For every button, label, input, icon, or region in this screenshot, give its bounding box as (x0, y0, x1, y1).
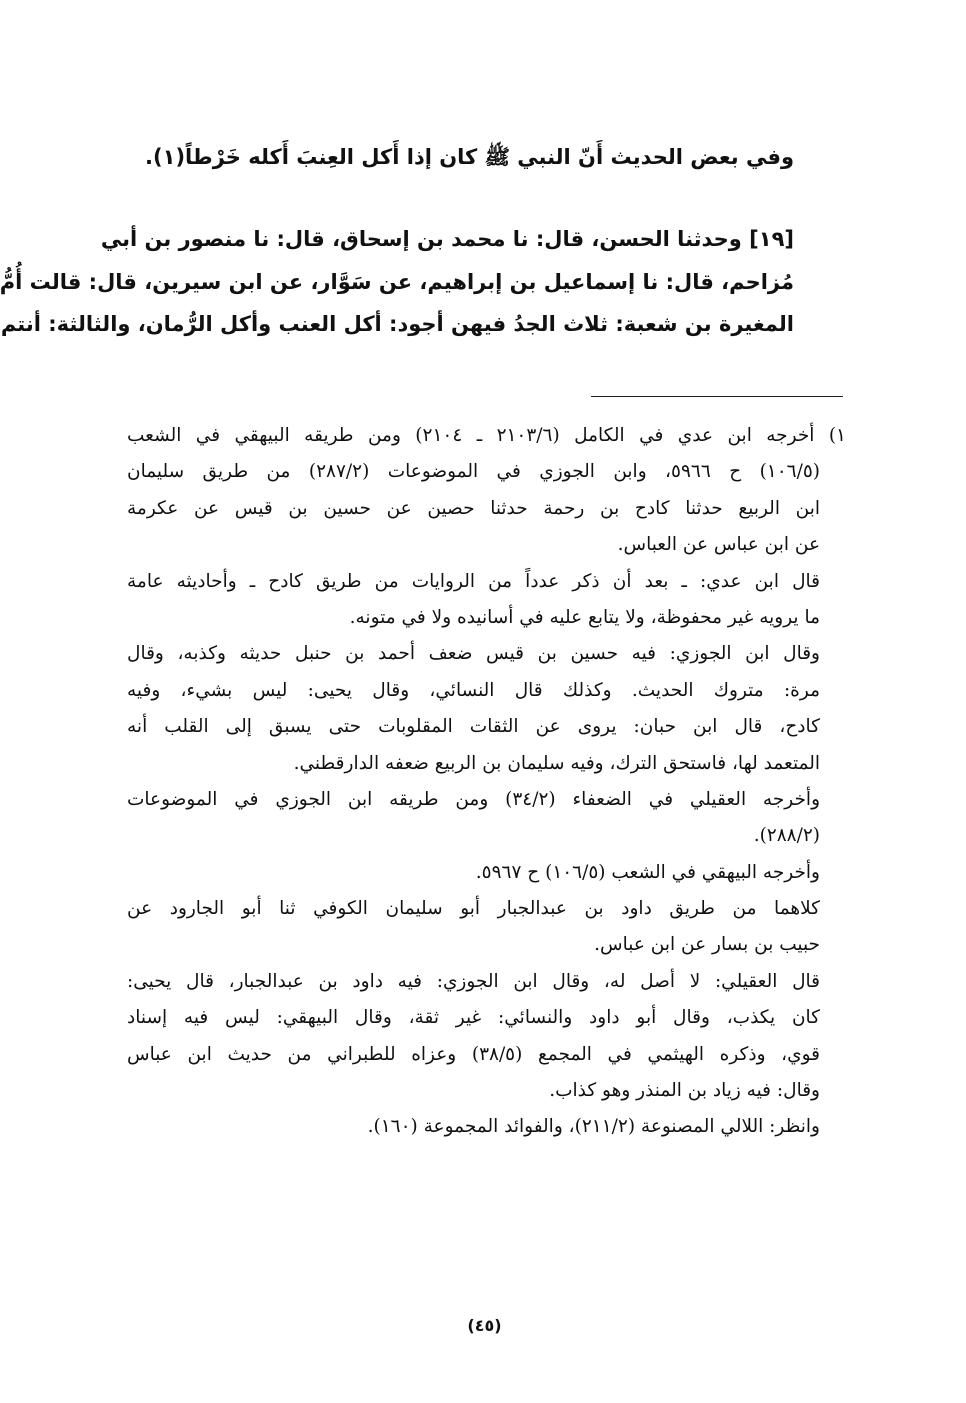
footnote-line: (٢٨٨/٢). (753, 825, 820, 847)
footnote-line: ما يرويه غير محفوظة، ولا يتابع عليه في أسانيده ولا في متونه. (349, 606, 820, 628)
main-text-first-line: وفي بعض الحديث أَنّ النبي ﷺ كان إذا أَكل العِنبَ أَكله خَرْطاً(١). (145, 145, 794, 169)
main-paragraph-line: المغيرة بن شعبة: ثلاث الجدُ فيهن أجود: أكل العنب وأكل الرُّمان، والثالثة: أنتم (0, 312, 794, 336)
footnote-line: قوي، وذكره الهيثمي في المجمع (٣٨/٥) وعزاه للطبراني من حديث ابن عباس (127, 1043, 820, 1065)
page-number: (٤٥) (467, 1316, 502, 1335)
footnote-line: وقال: فيه زياد بن المنذر وهو كذاب. (549, 1080, 820, 1102)
main-paragraph-line: مُزاحم، قال: نا إسماعيل بن إبراهيم، عن سَوَّار، عن ابن سيرين، قال: قالت أُمُّ (0, 269, 794, 294)
footnote-line: المتعمد لها، فاستحق الترك، وفيه سليمان بن الربيع ضعفه الدارقطني. (293, 752, 820, 774)
footnote-line: عن ابن عباس عن العباس. (617, 534, 820, 556)
footnote-line: وأخرجه العقيلي في الضعفاء (٣٤/٢) ومن طريقه ابن الجوزي في الموضوعات (127, 788, 821, 810)
footnote-line: ١) أخرجه ابن عدي في الكامل (٢١٠٣/٦ ـ ٢١٠٤) ومن طريقه البيهقي في الشعب (127, 425, 846, 446)
footnote-line: كلاهما من طريق داود بن عبدالجبار أبو سليمان الكوفي ثنا أبو الجارود عن (127, 898, 820, 920)
footnote-line: وقال ابن الجوزي: فيه حسين بن قيس ضعف أحمد بن حنبل حديثه وكذبه، وقال (127, 643, 820, 665)
footnote-line: قال العقيلي: لا أصل له، وقال ابن الجوزي: فيه داود بن عبدالجبار، قال يحيى: (127, 970, 820, 992)
footnote-line: حبيب بن بسار عن ابن عباس. (594, 934, 820, 956)
footnote-line: (١٠٦/٥) ح ٥٩٦٦، وابن الجوزي في الموضوعات (٢٨٧/٢) من طريق سليمان (127, 461, 820, 483)
footnote-line: كادح، قال ابن حبان: يروى عن الثقات المقلوبات حتى يسبق إلى القلب أنه (127, 716, 820, 738)
footnote-line: كان يكذب، وقال أبو داود والنسائي: غير ثقة، وقال البيهقي: ليس فيه إسناد (127, 1007, 820, 1029)
footnote-line: وانظر: اللالي المصنوعة (٢١١/٢)، والفوائد المجموعة (١٦٠). (367, 1116, 820, 1138)
footnote-line: ابن الربيع حدثنا كادح بن رحمة حدثنا حصين عن حسين بن قيس عن عكرمة (127, 497, 820, 519)
footnote-line: وأخرجه البيهقي في الشعب (١٠٦/٥) ح ٥٩٦٧. (475, 861, 820, 883)
main-paragraph-line: [١٩] وحدثنا الحسن، قال: نا محمد بن إسحاق، قال: نا منصور بن أبي (100, 227, 794, 251)
footnotes-block (127, 418, 846, 1146)
main-paragraph (0, 218, 794, 346)
footnote-separator (591, 396, 843, 397)
footnote-line: قال ابن عدي: ـ بعد أن ذكر عدداً من الروايات من طريق كادح ـ وأحاديثه عامة (127, 570, 820, 592)
footnote-line: مرة: متروك الحديث. وكذلك قال النسائي، وقال يحيى: ليس بشيء، وفيه (127, 679, 820, 701)
